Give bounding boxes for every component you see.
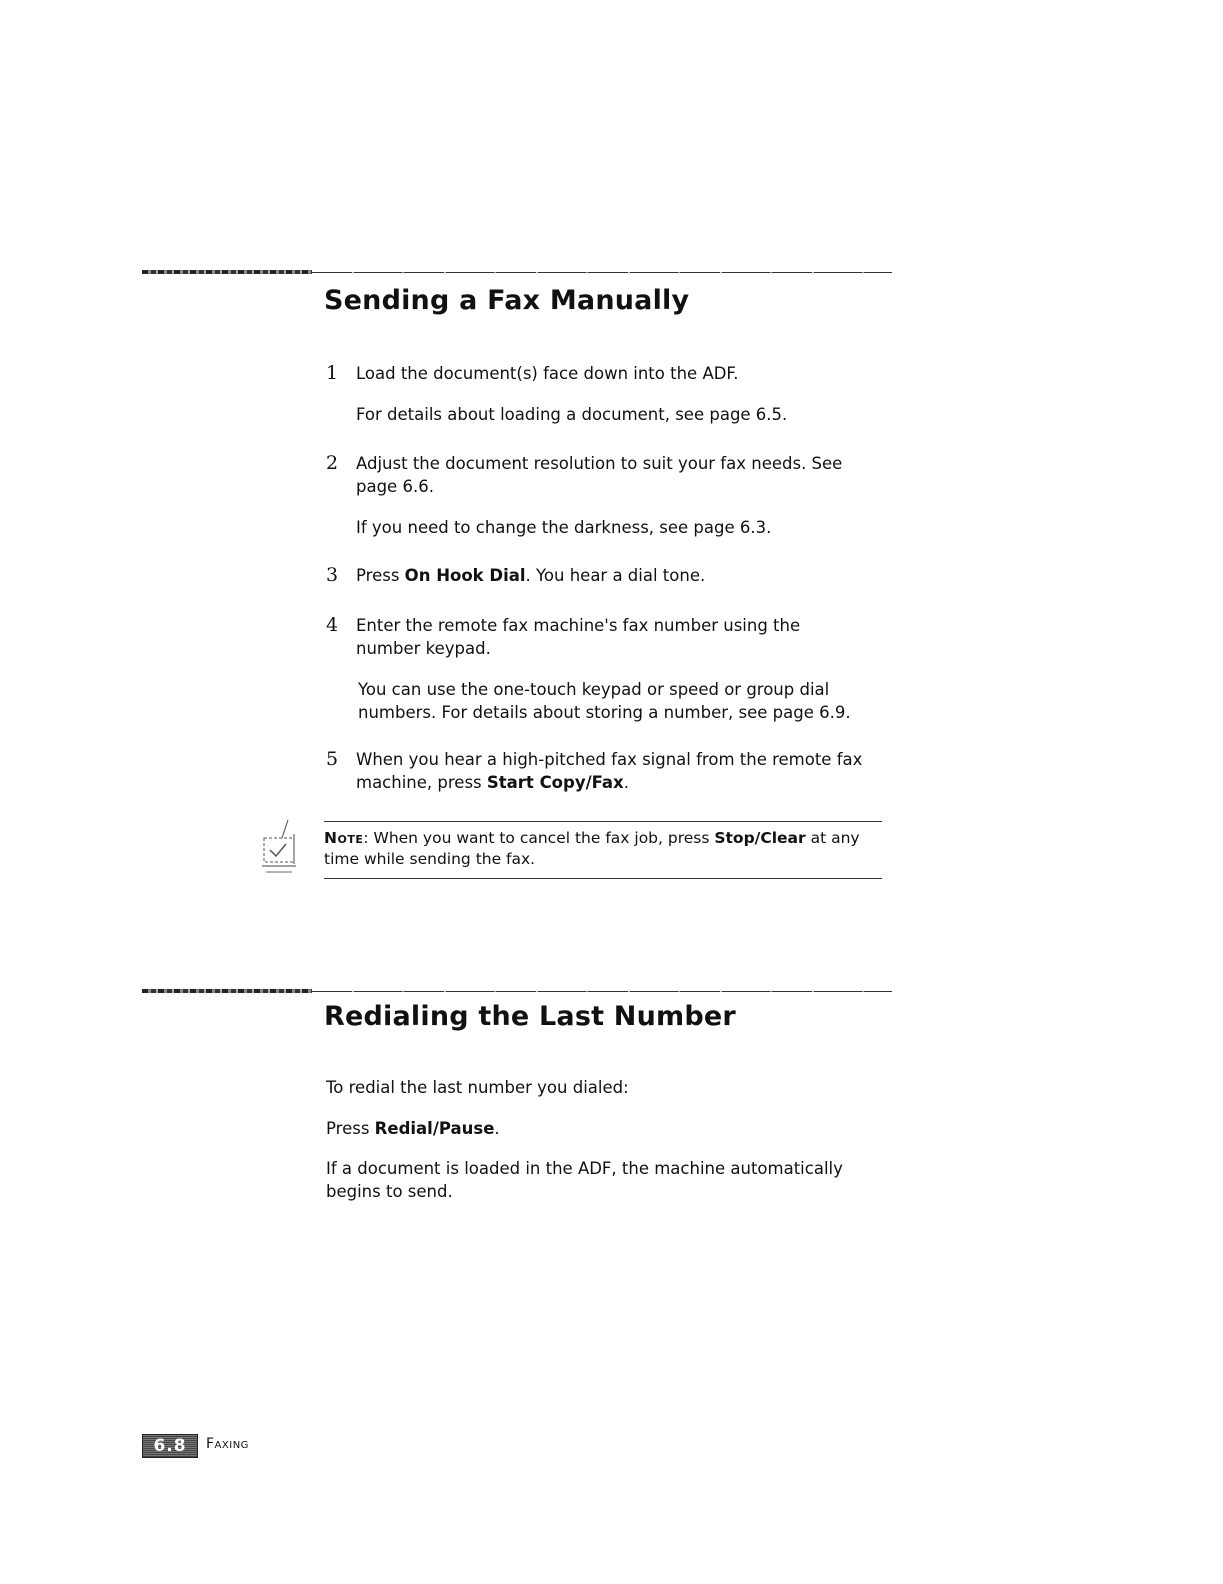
step-detail: If you need to change the darkness, see page 6.3. xyxy=(356,518,772,537)
key-label: Start Copy/Fax xyxy=(486,773,624,792)
note-text-pre: : When you want to cancel the fax job, press xyxy=(363,829,715,847)
step-number: 1 xyxy=(326,362,339,384)
list-item xyxy=(326,748,886,794)
paragraph: If a document is loaded in the ADF, the machine automatically begins to send. xyxy=(326,1159,843,1201)
section-rule xyxy=(142,989,892,993)
chapter-label: Faxing xyxy=(206,1436,249,1452)
paragraph: To redial the last number you dialed: xyxy=(326,1078,629,1097)
key-label: On Hook Dial xyxy=(404,566,526,585)
note-text-post: at any time while sending the fax. xyxy=(324,829,860,868)
step-number: 3 xyxy=(326,564,339,586)
step-text: Load the document(s) face down into the ADF. xyxy=(356,364,739,383)
step-text: Adjust the document resolution to suit your fax needs. See page 6.6. xyxy=(356,454,843,496)
section-rule-thin xyxy=(312,272,892,273)
step-text-pre: Press xyxy=(356,566,405,585)
note xyxy=(324,828,894,870)
key-label: Stop/Clear xyxy=(714,829,806,847)
step-text-post: . xyxy=(623,773,629,792)
step-detail: You can use the one-touch keypad or speed or group dial numbers. For details about storing a number, see page 6.9. xyxy=(358,680,851,722)
key-label: Redial/Pause xyxy=(374,1119,495,1138)
step-number: 5 xyxy=(326,748,339,770)
section-rule-thin xyxy=(312,991,892,992)
press-pre: Press xyxy=(326,1119,375,1138)
step-text xyxy=(356,564,886,587)
section-title: Sending a Fax Manually xyxy=(324,285,690,316)
step-number: 4 xyxy=(326,614,339,636)
step-detail: For details about loading a document, see page 6.5. xyxy=(356,405,788,424)
step-text: Enter the remote fax machine's fax number using the number keypad. xyxy=(356,616,801,658)
section-rule xyxy=(142,270,892,274)
step-text-post: . You hear a dial tone. xyxy=(525,566,706,585)
list-item xyxy=(326,564,886,587)
note-rule-top xyxy=(324,821,882,822)
section-rule-thick xyxy=(142,989,312,993)
section-title: Redialing the Last Number xyxy=(324,1001,736,1032)
step-text xyxy=(356,748,876,794)
step-text-pre: When you hear a high-pitched fax signal from the remote fax machine, press xyxy=(356,750,863,792)
page-number-badge: 6.8 xyxy=(142,1434,198,1458)
note-rule-bottom xyxy=(324,878,882,879)
list-item xyxy=(326,452,886,498)
list-item xyxy=(326,614,886,660)
list-item xyxy=(326,362,886,385)
paragraph xyxy=(326,1117,896,1140)
note-icon xyxy=(258,816,302,878)
section-rule-thick xyxy=(142,270,312,274)
step-number: 2 xyxy=(326,452,339,474)
press-post: . xyxy=(494,1119,500,1138)
note-label: Note xyxy=(324,829,364,847)
